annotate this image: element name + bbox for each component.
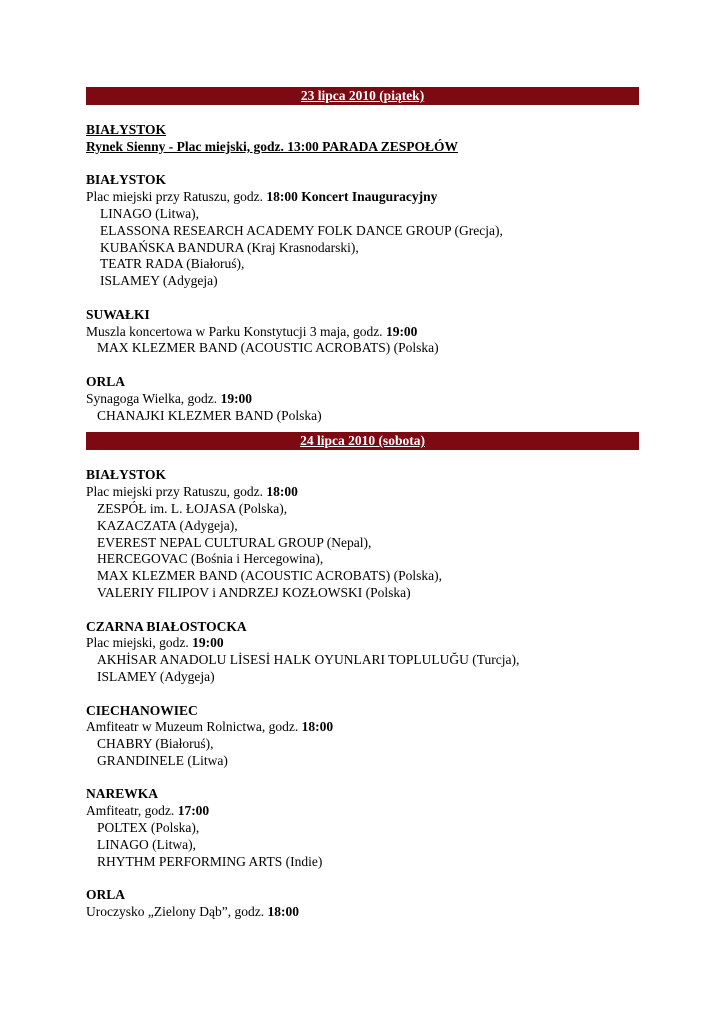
venue-text: Synagoga Wielka, godz.: [86, 390, 221, 406]
event-time: 19:00: [385, 323, 418, 339]
event-time: 18:00: [267, 904, 299, 920]
event-time: 18:00: [301, 719, 334, 735]
city-heading: NAREWKA: [86, 786, 159, 802]
venue-line: [86, 189, 639, 206]
group-item: LINAGO (Litwa),: [100, 205, 199, 221]
event-time: 18:00 Koncert Inauguracyjny: [266, 189, 438, 205]
group-item: ELASSONA RESEARCH ACADEMY FOLK DANCE GROUP (Grecja),: [100, 222, 503, 238]
group-item: HERCEGOVAC (Bośnia i Hercegowina),: [97, 551, 324, 567]
venue-text: Amfiteatr, godz.: [86, 803, 178, 819]
venue-text: Muszla koncertowa w Parku Konstytucji 3 maja, godz.: [86, 323, 386, 339]
city-heading: CZARNA BIAŁOSTOCKA: [86, 618, 247, 634]
event-time: 19:00: [220, 390, 253, 406]
group-item: ISLAMEY (Adygeja): [100, 273, 218, 289]
venue-line: [86, 803, 639, 820]
city-heading: ORLA: [86, 887, 126, 903]
venue-text: Amfiteatr w Muzeum Rolnictwa, godz.: [86, 719, 302, 735]
city-heading: BIAŁYSTOK: [86, 172, 167, 188]
group-item: KAZACZATA (Adygeja),: [97, 517, 238, 533]
city-heading: BIAŁYSTOK: [86, 467, 167, 483]
venue-text: Plac miejski przy Ratuszu, godz.: [86, 484, 267, 500]
venue-text: Plac miejski przy Ratuszu, godz.: [86, 189, 267, 205]
venue-line: [86, 324, 639, 341]
group-item: AKHİSAR ANADOLU LİSESİ HALK OYUNLARI TOPLULUĞU (Turcja),: [97, 652, 520, 668]
venue-line: [86, 719, 639, 736]
group-item: MAX KLEZMER BAND (ACOUSTIC ACROBATS) (Polska),: [97, 568, 443, 584]
document-page: [86, 87, 639, 921]
event-time: 17:00: [177, 803, 210, 819]
group-item: TEATR RADA (Białoruś),: [100, 256, 245, 272]
venue-text: Plac miejski, godz.: [86, 635, 193, 651]
group-item: GRANDINELE (Litwa): [97, 752, 228, 768]
venue-line: [86, 391, 639, 408]
group-item: ISLAMEY (Adygeja): [97, 668, 215, 684]
group-item: LINAGO (Litwa),: [97, 836, 196, 852]
group-item: RHYTHM PERFORMING ARTS (Indie): [97, 853, 323, 869]
city-heading: CIECHANOWIEC: [86, 702, 198, 718]
group-item: VALERIY FILIPOV i ANDRZEJ KOZŁOWSKI (Polska): [97, 584, 411, 600]
group-item: MAX KLEZMER BAND (ACOUSTIC ACROBATS) (Polska): [97, 340, 439, 356]
date-banner-day1: 23 lipca 2010 (piątek): [86, 87, 639, 105]
city-heading: BIAŁYSTOK: [86, 122, 167, 137]
parade-line: Rynek Sienny - Plac miejski, godz. 13:00 PARADA ZESPOŁÓW: [86, 138, 459, 154]
city-heading: SUWAŁKI: [86, 306, 150, 322]
event-time: 19:00: [192, 635, 224, 651]
venue-line: [86, 904, 639, 921]
group-item: CHABRY (Białoruś),: [97, 736, 214, 752]
group-item: KUBAŃSKA BANDURA (Kraj Krasnodarski),: [100, 239, 359, 255]
event-time: 18:00: [266, 484, 298, 500]
venue-text: Uroczysko „Zielony Dąb”, godz.: [86, 904, 268, 920]
city-heading: ORLA: [86, 373, 126, 389]
date-banner-day2: 24 lipca 2010 (sobota): [86, 432, 639, 450]
group-item: CHANAJKI KLEZMER BAND (Polska): [97, 407, 322, 423]
group-item: POLTEX (Polska),: [97, 820, 200, 836]
venue-line: [86, 635, 639, 652]
group-item: ZESPÓŁ im. L. ŁOJASA (Polska),: [97, 500, 288, 516]
group-item: EVEREST NEPAL CULTURAL GROUP (Nepal),: [97, 534, 372, 550]
venue-line: [86, 484, 639, 501]
